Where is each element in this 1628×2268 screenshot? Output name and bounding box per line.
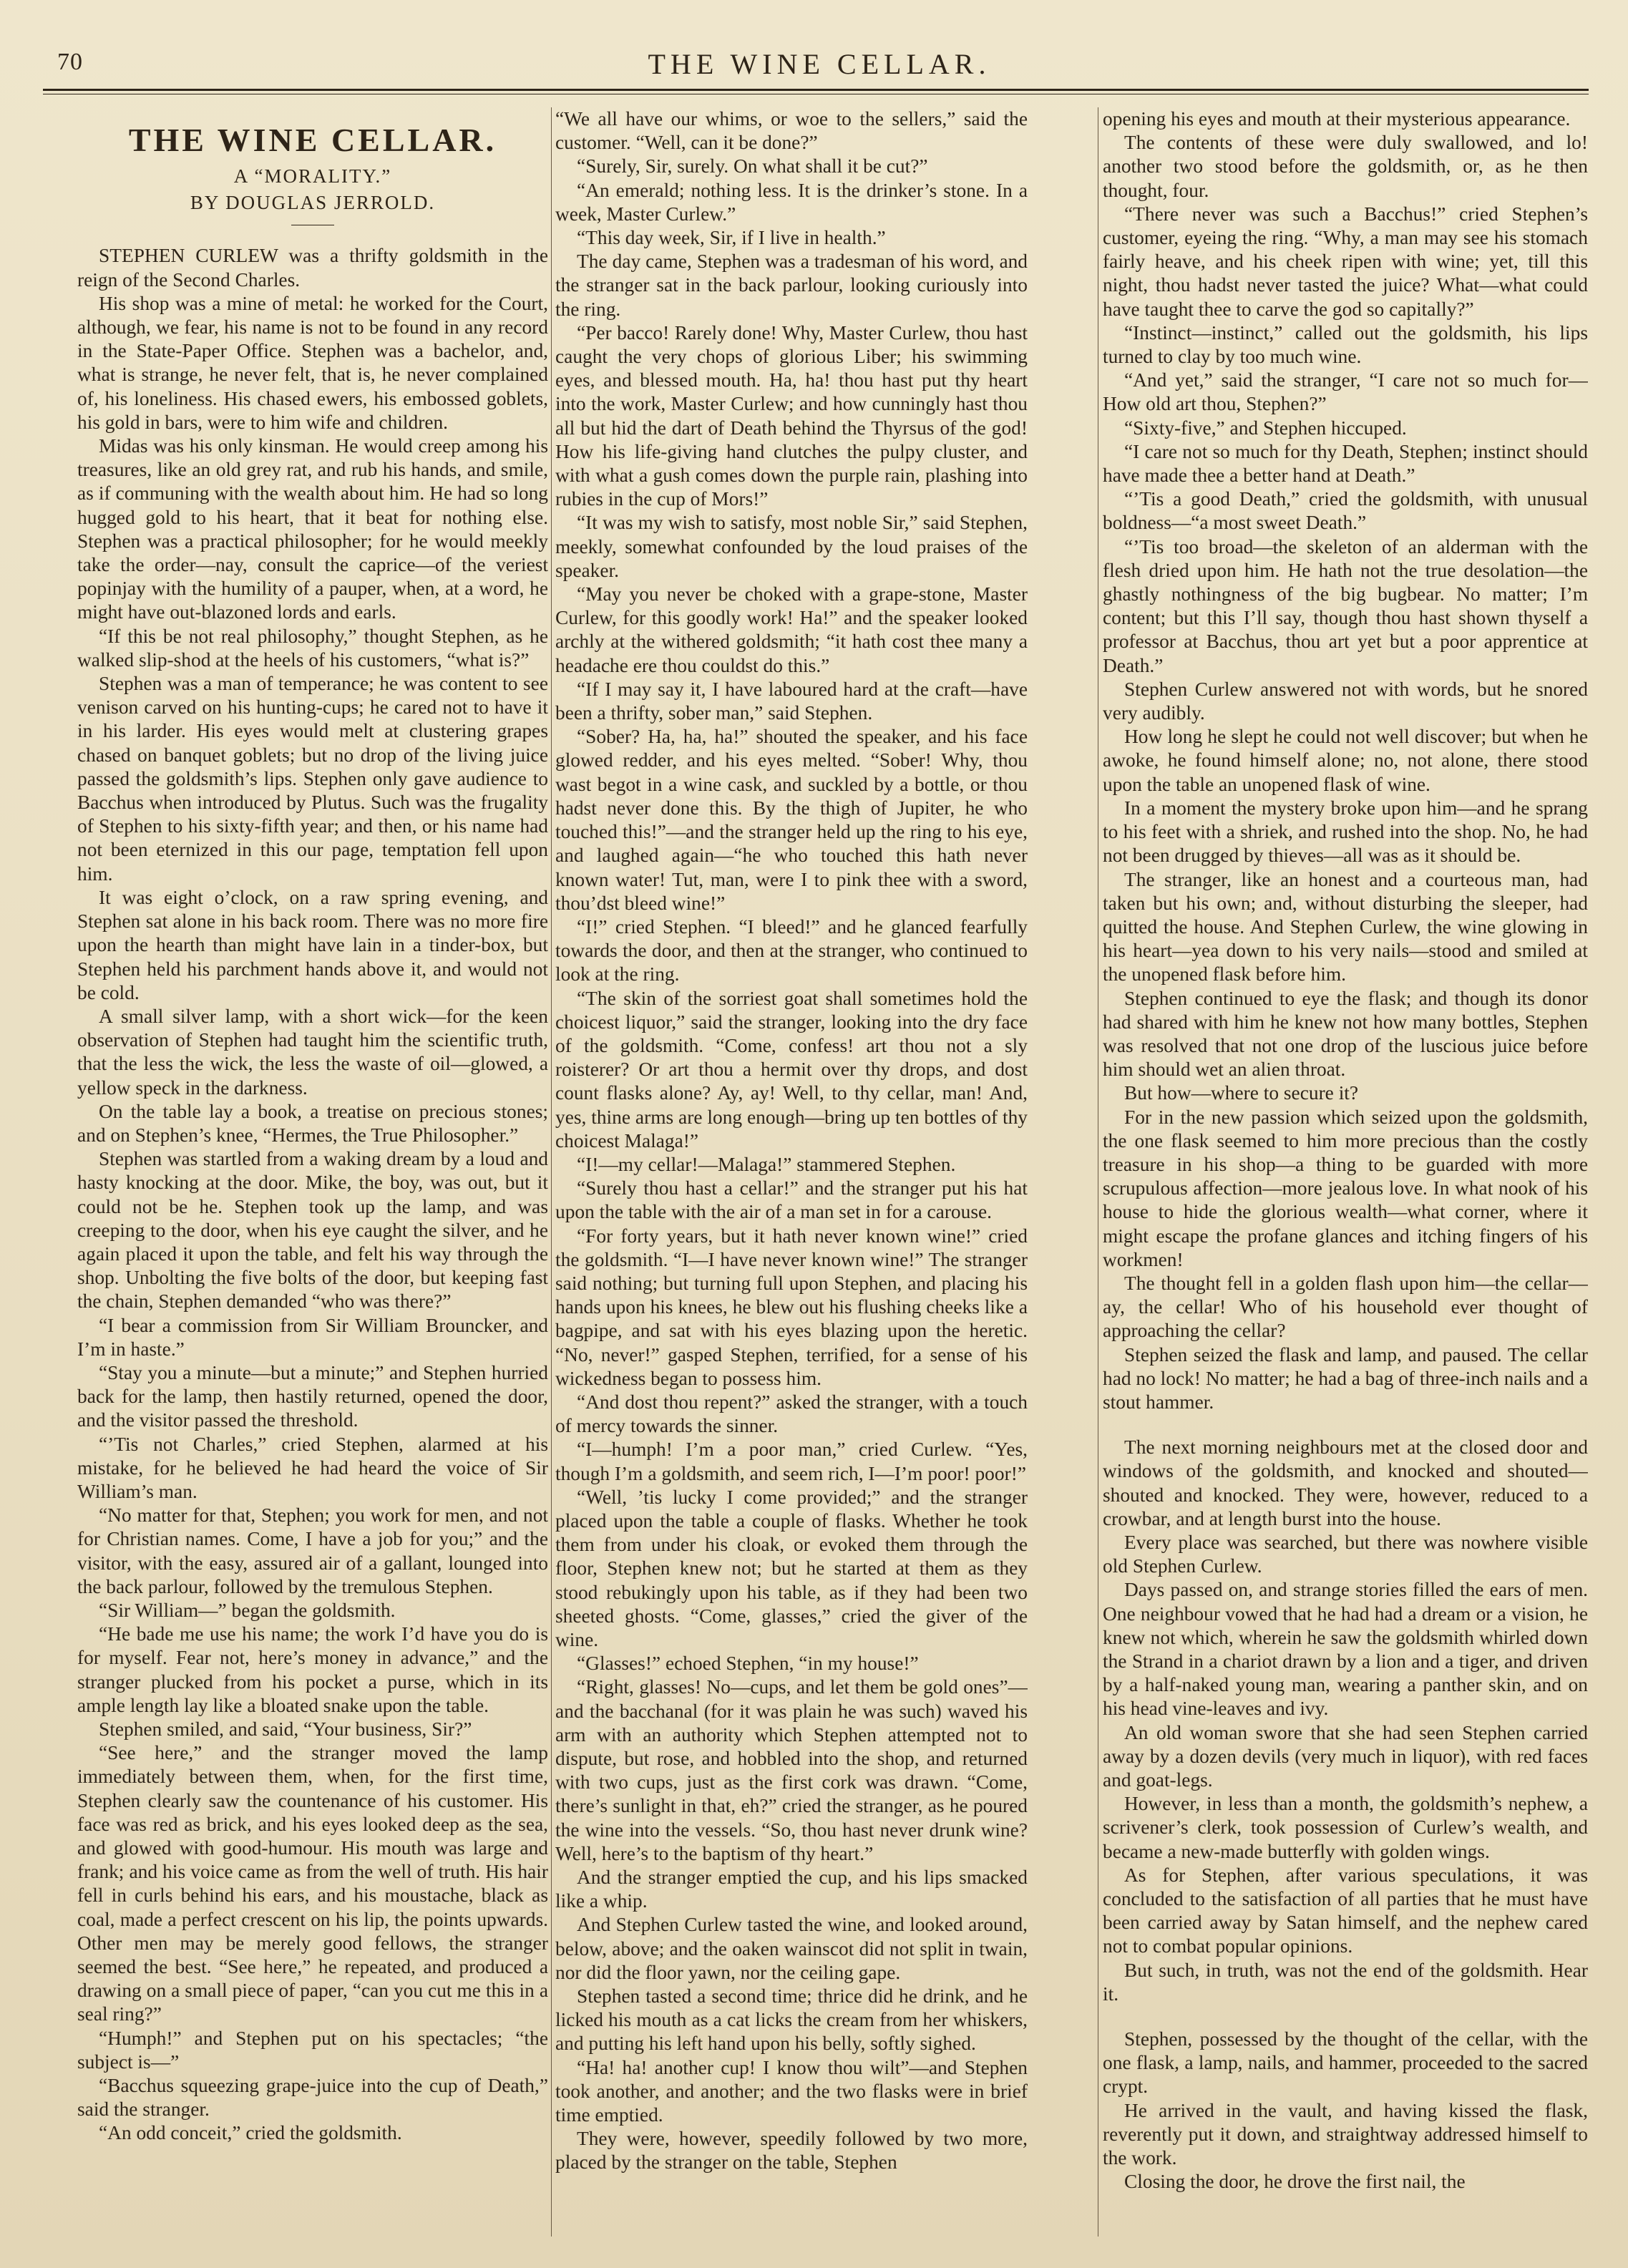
paragraph: “The skin of the sorriest goat shall sometimes hold the choicest liquor,” said the stranger, looking into the dry face of the goldsmith. “Come, confess! art thou not a sly roisterer? Or art thou a hermit over thy drops, and dost count flasks alone? Ay, ay! Well, to thy cellar, man! And, yes, thine arms are long enough—bring up ten bottles of thy choicest Malaga!”: [555, 987, 1028, 1152]
paragraph: Stephen seized the flask and lamp, and paused. The cellar had no lock! No matter; he had a bag of three-inch nails and a stout hammer.: [1103, 1343, 1588, 1413]
paragraph: opening his eyes and mouth at their mysterious appearance.: [1103, 108, 1571, 130]
paragraph: It was eight o’clock, on a raw spring evening, and Stephen sat alone in his back room. There was no more fire upon the hearth than might have lain in a tinder-box, but Stephen held his parchment hands above it, and would not be cold.: [77, 886, 548, 1003]
paragraph: Stephen, possessed by the thought of the cellar, with the one flask, a lamp, nails, and hammer, proceeded to the sacred crypt.: [1103, 2028, 1588, 2098]
paragraph: “I—humph! I’m a poor man,” cried Curlew. “Yes, though I’m a goldsmith, and seem rich, I—I’m poor! poor!”: [555, 1439, 1028, 1484]
column-1: [77, 107, 548, 2247]
paragraph: “It was my wish to satisfy, most noble Sir,” said Stephen, meekly, somewhat confounded by the loud praises of the speaker.: [555, 512, 1028, 581]
paragraph: But how—where to secure it?: [1124, 1082, 1359, 1104]
paragraph: “Ha! ha! another cup! I know thou wilt”—and Stephen took another, and another; and the two flasks were in brief time emptied.: [555, 2056, 1028, 2126]
paragraph: “Stay you a minute—but a minute;” and Stephen hurried back for the lamp, then hastily returned, opened the door, and the visitor passed the threshold.: [77, 1361, 548, 1431]
paragraph: “’Tis too broad—the skeleton of an alderman with the flesh dried upon him. He hath not the true desolation—the ghastly nothingness of the big bugbear. No matter; I’m content; but this I’ll say, though thou hast shown thyself a professor at Bacchus, thou art yet but a poor apprentice at Death.”: [1103, 535, 1588, 676]
paragraph: A small silver lamp, with a short wick—for the keen observation of Stephen had taught him the scientific truth, that the less the wick, the less the waste of oil—glowed, a yellow speck in the darkness.: [77, 1005, 548, 1099]
paragraph: “And dost thou repent?” asked the stranger, with a touch of mercy towards the sinner.: [555, 1391, 1028, 1437]
article-subtitle: A “MORALITY.”: [233, 165, 392, 187]
paragraph: Stephen Curlew answered not with words, but he snored very audibly.: [1103, 678, 1588, 724]
paragraph: Stephen was startled from a waking dream by a loud and hasty knocking at the door. Mike, the boy, was out, but it could not be he. Stephen took up the lamp, and was creeping to the door, when his eye caught the silver, and he again placed it upon the table, and felt his way through the shop. Unbolting the five bolts of the door, but keeping fast the chain, Stephen demanded “who was there?”: [77, 1148, 548, 1313]
paragraph: Closing the door, he drove the first nail, the: [1124, 2171, 1466, 2193]
paragraph: “If I may say it, I have laboured hard at the craft—have been a thrifty, sober man,” said Stephen.: [555, 678, 1028, 724]
paragraph: And the stranger emptied the cup, and his lips smacked like a whip.: [555, 1867, 1028, 1912]
section-break: [1103, 1414, 1588, 1436]
page-number: 70: [57, 49, 83, 75]
paragraph: “Sir William—” began the goldsmith.: [99, 1599, 396, 1621]
paragraph: “There never was such a Bacchus!” cried Stephen’s customer, eyeing the ring. “Why, a man may see his stomach fairly heave, and his cheek ripen with wine; yet, till this night, thou hadst never tasted the juice? What—what could have taught thee to carve the god so capitally?”: [1103, 203, 1588, 320]
paragraph: “’Tis a good Death,” cried the goldsmith, with unusual boldness—“a most sweet Death.”: [1103, 488, 1588, 534]
section-break: [1103, 2006, 1588, 2028]
paragraph: “Sixty-five,” and Stephen hiccuped.: [1124, 417, 1407, 439]
paragraph: On the table lay a book, a treatise on precious stones; and on Stephen’s knee, “Hermes, the True Philosopher.”: [77, 1100, 548, 1146]
paragraph: Days passed on, and strange stories filled the ears of men. One neighbour vowed that he had had a dream or a vision, he knew not which, wherein he saw the goldsmith whirled down the Strand in a chariot drawn by a lion and a tiger, and driven by a half-naked young man, wearing a panther skin, and on his head vine-leaves and ivy.: [1103, 1579, 1588, 1720]
paragraph: “See here,” and the stranger moved the lamp immediately between them, when, for the first time, Stephen clearly saw the countenance of his customer. His face was red as brick, and his eyes looked deep as the sea, and glowed with good-humour. His mouth was large and frank; and his voice came as from the well of truth. His hair fell in curls behind his ears, and his moustache, black as coal, made a perfect crescent on his lip, the points upwards. Other men may be merely good fellows, the stranger seemed the best. “See here,” he repeated, and produced a drawing on a small piece of paper, “can you cut me this in a seal ring?”: [77, 1742, 548, 2025]
paragraph: “Instinct—instinct,” called out the goldsmith, his lips turned to clay by too much wine.: [1103, 321, 1588, 368]
paragraph: “No matter for that, Stephen; you work for men, and not for Christian names. Come, I have a job for you;” and the visitor, with the easy, assured air of a gallant, lounged into the back parlour, followed by the tremulous Stephen.: [77, 1504, 548, 1597]
paragraph: “We all have our whims, or woe to the sellers,” said the customer. “Well, can it be done?”: [555, 108, 1028, 154]
paragraph: “Surely thou hast a cellar!” and the stranger put his hat upon the table with the air of a man set in for a carouse.: [555, 1177, 1028, 1223]
paragraph: “An odd conceit,” cried the goldsmith.: [99, 2122, 402, 2144]
paragraph: “He bade me use his name; the work I’d have you do is for myself. Fear not, here’s money in advance,” and the stranger plucked from his pocket a purse, which in its ample length lay like a bloated snake upon the table.: [77, 1623, 548, 1716]
article-byline: BY DOUGLAS JERROLD.: [190, 192, 436, 214]
paragraph: “For forty years, but it hath never known wine!” cried the goldsmith. “I—I have never known wine!” The stranger said nothing; but turning full upon Stephen, and placing his hands upon his knees, he blew out his flushing cheeks like a bagpipe, and sat with his eyes blazing upon the heretic. “No, never!” gasped Stephen, terrified, for a sense of his wickedness began to possess him.: [555, 1225, 1028, 1389]
article-title: THE WINE CELLAR.: [128, 122, 497, 158]
paragraph: “Glasses!” echoed Stephen, “in my house!”: [577, 1653, 919, 1675]
paragraph: As for Stephen, after various speculations, it was concluded to the satisfaction of all parties that he must have been carried away by Satan himself, and the nephew cared not to combat popular opinions.: [1103, 1864, 1588, 1957]
header-rule: [43, 89, 1589, 91]
paragraph: For in the new passion which seized upon the goldsmith, the one flask seemed to him more precious than the costly treasure in his shop—a thing to be guarded with more scrupulous affection—more jealous love. In what nook of his house to hide the glorious wealth—what corner, where it might escape the profane glances and itching fingers of his workmen!: [1103, 1106, 1588, 1270]
column-3: [1103, 107, 1588, 2247]
paragraph: “’Tis not Charles,” cried Stephen, alarmed at his mistake, for he believed he had heard the voice of Sir William’s man.: [77, 1433, 548, 1502]
paragraph: “Surely, Sir, surely. On what shall it be cut?”: [577, 155, 928, 177]
paragraph: Stephen continued to eye the flask; and though its donor had shared with him he knew not how many bottles, Stephen was resolved that not one drop of the luscious juice before him should wet an alien throat.: [1103, 987, 1588, 1081]
paragraph: The contents of these were duly swallowed, and lo! another two stood before the goldsmith, or, as he then thought, four.: [1103, 132, 1588, 201]
paragraph: “I!—my cellar!—Malaga!” stammered Stephen.: [577, 1153, 956, 1175]
paragraph: He arrived in the vault, and having kissed the flask, reverently put it down, and straightway addressed himself to the work.: [1103, 2099, 1588, 2169]
paragraph: “May you never be choked with a grape-stone, Master Curlew, for this goodly work! Ha!” and the speaker looked archly at the withered goldsmith; “it hath cost thee many a headache ere thou couldst do this.”: [555, 583, 1028, 676]
paragraph: The thought fell in a golden flash upon him—the cellar—ay, the cellar! Who of his household ever thought of approaching the cellar?: [1103, 1272, 1588, 1342]
paragraph: “I care not so much for thy Death, Stephen; instinct should have made thee a better hand at Death.”: [1103, 440, 1588, 487]
paragraph: “This day week, Sir, if I live in health.”: [577, 227, 886, 249]
paragraph: His shop was a mine of metal: he worked for the Court, although, we fear, his name is not to be found in any record in the State-Paper Office. Stephen was a bachelor, and, what is strange, he never felt, that is, he never complained of, his loneliness. His chased ewers, his embossed goblets, his gold in bars, were to him wife and children.: [77, 292, 548, 433]
paragraph: “Per bacco! Rarely done! Why, Master Curlew, thou hast caught the very chops of glorious Liber; his swimming eyes, and blessed mouth. Ha, ha! thou hast put thy heart into the work, Master Curlew; and how cunningly hast thou all but hid the dart of Death behind the Thyrsus of the god! How his life-giving hand clutches the pulpy cluster, and with what a gush comes down the purple rain, plashing into rubies in the cup of Mors!”: [555, 321, 1028, 510]
paragraph: In a moment the mystery broke upon him—and he sprang to his feet with a shriek, and rushed into the shop. No, he had not been drugged by thieves—all was as it should be.: [1103, 797, 1588, 867]
paragraph: “Well, ’tis lucky I come provided;” and the stranger placed upon the table a couple of flasks. Whether he took them from under his cloak, or evoked them through the floor, Stephen knew not; but he started at them as they stood rebukingly upon his table, as if they had been two sheeted ghosts. “Come, glasses,” cried the giver of the wine.: [555, 1486, 1028, 1650]
paragraph: Stephen smiled, and said, “Your business, Sir?”: [99, 1718, 472, 1740]
paragraph: The day came, Stephen was a tradesman of his word, and the stranger sat in the back parlour, looking curiously into the ring.: [555, 250, 1028, 320]
paragraph: But such, in truth, was not the end of the goldsmith. Hear it.: [1103, 1959, 1588, 2005]
paragraph: “I!” cried Stephen. “I bleed!” and he glanced fearfully towards the door, and then at the stranger, who continued to look at the ring.: [555, 915, 1028, 985]
paragraph: Stephen was a man of temperance; he was content to see venison carved on his hunting-cups; he cared not to have it in his larder. His eyes would melt at clustering grapes chased on banquet goblets; but no drop of the living juice passed the goldsmith’s lips. Stephen only gave audience to Bacchus when introduced by Plutus. Such was the frugality of Stephen to his sixty-fifth year; and then, or his name had not been eternized in this our page, temptation fell upon him.: [77, 673, 548, 885]
paragraph: How long he slept he could not well discover; but when he awoke, he found himself alone; no, not alone, there stood upon the table an unopened flask of wine.: [1103, 726, 1588, 795]
paragraph: Every place was searched, but there was nowhere visible old Stephen Curlew.: [1103, 1531, 1588, 1577]
paragraph: Stephen tasted a second time; thrice did he drink, and he licked his mouth as a cat licks the cream from her whiskers, and putting his left hand upon his belly, softly sighed.: [555, 1985, 1028, 2055]
column-divider: [551, 107, 552, 2237]
paragraph: “An emerald; nothing less. It is the drinker’s stone. In a week, Master Curlew.”: [555, 179, 1028, 225]
paragraph: STEPHEN CURLEW was a thrifty goldsmith in the reign of the Second Charles.: [77, 245, 548, 291]
page-header: [50, 44, 1589, 89]
paragraph: They were, however, speedily followed by two more, placed by the stranger on the table, Stephen: [555, 2128, 1028, 2174]
paragraph: The stranger, like an honest and a courteous man, had taken but his own; and, without disturbing the sleeper, had quitted the house. And Stephen Curlew, the wine glowing in his heart—yea down to his very nails—stood and smiled at the unopened flask before him.: [1103, 868, 1588, 985]
paragraph: And Stephen Curlew tasted the wine, and looked around, below, above; and the oaken wainscot did not split in twain, nor did the floor yawn, nor the ceiling gape.: [555, 1914, 1028, 1983]
paragraph: “Right, glasses! No—cups, and let them be gold ones”—and the bacchanal (for it was plain he was such) waved his arm with an authority which Stephen attempted not to dispute, but rose, and hobbled into the shop, and returned with two cups, just as the first cork was drawn. “Come, there’s sunlight in that, eh?” cried the stranger, as he poured the wine into the vessels. “So, thou hast never drunk wine? Well, here’s to the baptism of thy heart.”: [555, 1676, 1028, 1864]
paragraph: “And yet,” said the stranger, “I care not so much for—How old art thou, Stephen?”: [1103, 369, 1588, 415]
paragraph: Midas was his only kinsman. He would creep among his treasures, like an old grey rat, and rub his hands, and smile, as if communing with the wealth about him. He had so long hugged gold to his heart, that it beat for nothing else. Stephen was a practical philosopher; for he would meekly take the order—nay, consult the caprice—of the veriest popinjay with the humility of a pauper, when, at a word, he might have out-blazoned lords and earls.: [77, 435, 548, 623]
paragraph: “Sober? Ha, ha, ha!” shouted the speaker, and his face glowed redder, and his eyes melted. “Sober! Why, thou wast begot in a wine cask, and suckled by a bottle, or thou hadst never done this. By the thigh of Jupiter, he who touched this!”—and the stranger held up the ring to his eye, and laughed again—“he who touched this hath never known water! Tut, man, were I to pink thee with a sword, thou’dst bleed wine!”: [555, 726, 1028, 914]
paragraph: An old woman swore that she had seen Stephen carried away by a dozen devils (very much in liquor), with red faces and goat-legs.: [1103, 1721, 1588, 1791]
paragraph: The next morning neighbours met at the closed door and windows of the goldsmith, and knocked and shouted—shouted and knocked. They were, however, reduced to a crowbar, and at length burst into the house.: [1103, 1436, 1588, 1529]
running-title: THE WINE CELLAR.: [648, 48, 991, 80]
paragraph: “I bear a commission from Sir William Brouncker, and I’m in haste.”: [77, 1314, 548, 1360]
paragraph: However, in less than a month, the goldsmith’s nephew, a scrivener’s clerk, took possession of Curlew’s wealth, and became a new-made butterfly with golden wings.: [1103, 1793, 1588, 1862]
paragraph: “Bacchus squeezing grape-juice into the cup of Death,” said the stranger.: [77, 2075, 548, 2121]
column-2: [555, 107, 1028, 2247]
paragraph: “If this be not real philosophy,” thought Stephen, as he walked slip-shod at the heels of his customers, “what is?”: [77, 625, 548, 671]
paragraph: “Humph!” and Stephen put on his spectacles; “the subject is—”: [77, 2027, 548, 2073]
